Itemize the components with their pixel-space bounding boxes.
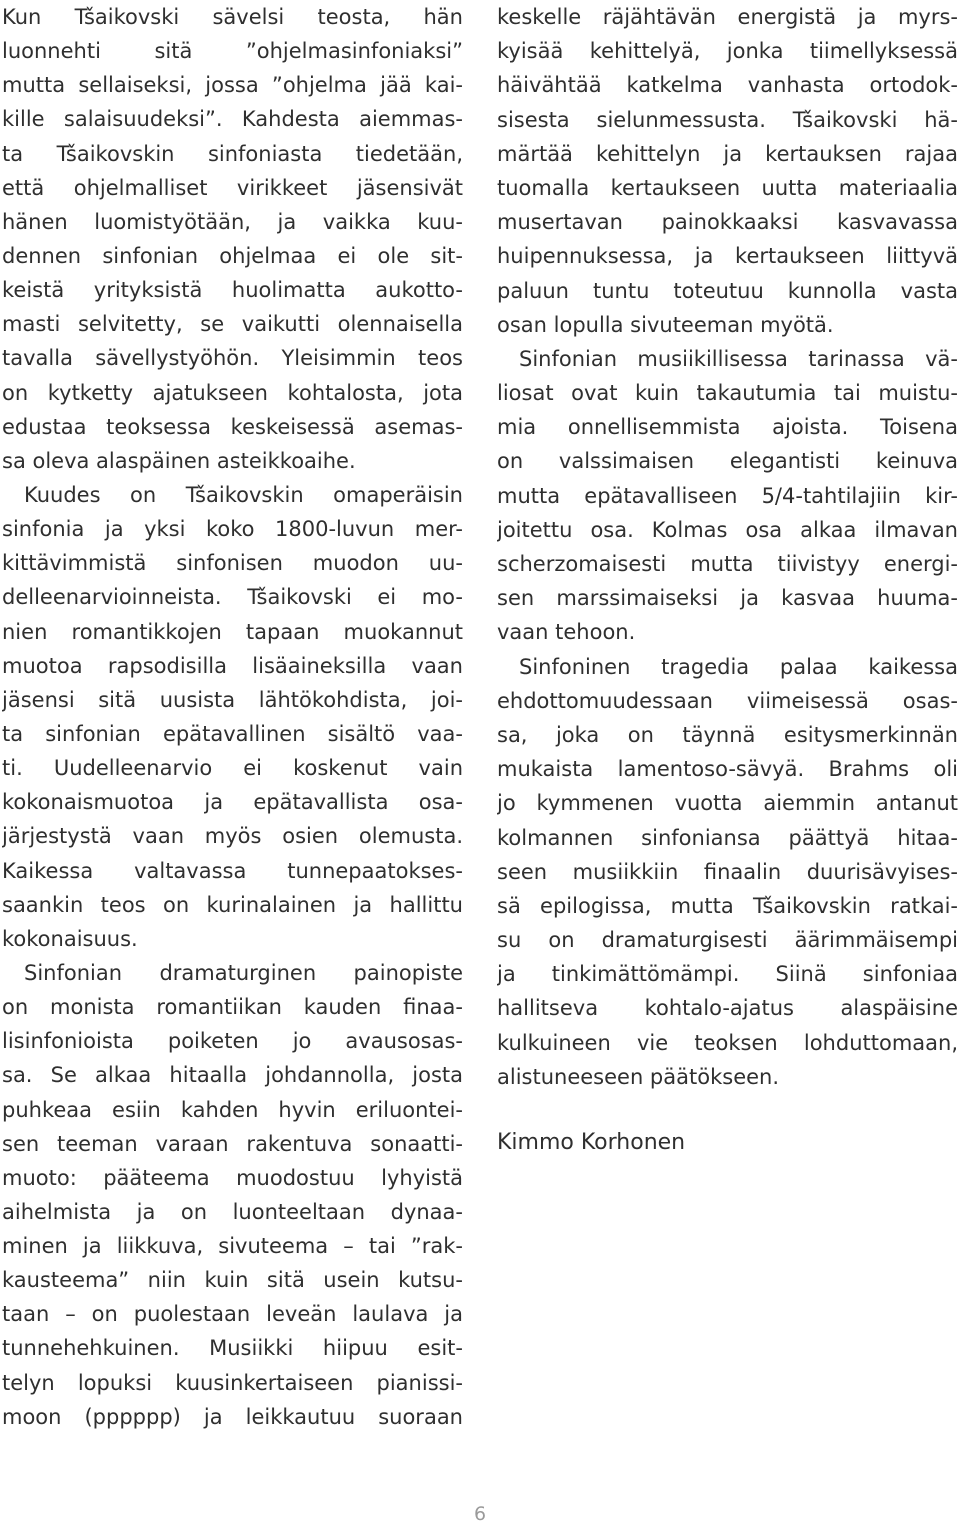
text-line: osan lopulla sivuteeman myötä. — [497, 312, 834, 337]
text-line: tunnehehkuinen. Musiikki hiipuu esit- — [2, 1336, 463, 1361]
text-line: on monista romantiikan kauden finaa- — [2, 995, 463, 1020]
text-line: kyisää kehittelyä, jonka tiimellyksessä — [497, 39, 958, 64]
text-line: sisesta sielunmessusta. Tšaikovski hä- — [497, 107, 958, 132]
text-line: nien romantikkojen tapaan muokannut — [2, 619, 463, 644]
text-line: liosat ovat kuin takautumia tai muistu- — [497, 381, 958, 406]
text-line: Kuudes on Tšaikovskin omaperäisin — [24, 482, 463, 507]
text-line: vaan tehoon. — [497, 620, 636, 645]
text-line: Kaikessa valtavassa tunnepaatokses- — [2, 858, 463, 883]
text-line: ehdottomuudessaan viimeisessä osas- — [497, 688, 958, 713]
text-line: tuomalla kertaukseen uutta materiaalia — [497, 175, 958, 200]
text-line: joitettu osa. Kolmas osa alkaa ilmavan — [497, 517, 958, 542]
text-line: ti. Uudelleenarvio ei koskenut vain — [2, 756, 463, 781]
text-line: kolmannen sinfoniansa päättyä hitaa- — [497, 825, 958, 850]
text-line: tavalla sävellystyöhön. Yleisimmin teos — [2, 346, 463, 371]
text-line: luonnehti sitä ”ohjelmasinfoniaksi” — [2, 39, 463, 64]
text-line: sen marssimaiseksi ja kasvaa huuma- — [497, 586, 958, 611]
text-line: hänen luomistyötään, ja vaikka kuu- — [2, 209, 463, 234]
text-line: sa, joka on täynnä esitysmerkinnän — [497, 722, 958, 747]
text-line: mutta epätavalliseen 5/4-tahtilajiin kir- — [497, 483, 958, 508]
text-line: musertavan painokkaaksi kasvavassa — [497, 210, 958, 235]
text-line: sa. Se alkaa hitaalla johdannolla, josta — [2, 1063, 463, 1088]
text-line: Sinfonian musiikillisessa tarinassa vä- — [519, 346, 958, 371]
text-line: muoto: pääteema muodostuu lyhyistä — [2, 1165, 463, 1190]
author-signature: Kimmo Korhonen — [497, 1130, 686, 1155]
text-line: Sinfoninen tragedia palaa kaikessa — [519, 654, 958, 679]
text-line: Sinfonian dramaturginen painopiste — [24, 960, 463, 985]
text-line: sen teeman varaan rakentuva sonaatti- — [2, 1131, 463, 1156]
text-line: taan – on puolestaan leveän laulava ja — [2, 1302, 463, 1327]
text-line: kittävimmistä sinfonisen muodon uu- — [2, 551, 463, 576]
text-line: kokonaismuotoa ja epätavallista osa- — [2, 790, 463, 815]
text-line: sä epilogissa, mutta Tšaikovskin ratkai- — [497, 893, 958, 918]
text-line: keistä yrityksistä huolimatta aukotto- — [2, 278, 463, 303]
right-text-column — [497, 0, 958, 1094]
text-line: lisinfonioista poiketen jo avausosas- — [2, 1029, 463, 1054]
text-line: edustaa teoksessa keskeisessä asemas- — [2, 414, 463, 439]
text-line: scherzomaisesti mutta tiivistyy energi- — [497, 552, 958, 576]
text-line: sinfonia ja yksi koko 1800-luvun mer- — [2, 517, 463, 542]
text-line: mia onnellisemmista ajoista. Toisena — [497, 415, 958, 440]
text-line: sa oleva alaspäinen asteikkoaihe. — [2, 448, 356, 473]
text-line: on valssimaisen elegantisti keinuva — [497, 449, 958, 474]
text-line: delleenarvioinneista. Tšaikovski ei mo- — [2, 585, 463, 610]
text-line: saankin teos on kurinalainen ja hallittu — [2, 892, 463, 917]
text-line: kausteema” niin kuin sitä usein kutsu- — [2, 1268, 463, 1293]
text-line: häivähtää katkelma vanhasta ortodok- — [497, 73, 958, 98]
text-line: puhkeaa esiin kahden hyvin eriluontei- — [2, 1097, 463, 1122]
text-line: paluun tuntu toteutuu kunnolla vasta — [497, 278, 958, 303]
text-line: aihelmista ja on luonteeltaan dynaa- — [2, 1199, 463, 1224]
text-line: keskelle räjähtävän energistä ja myrs- — [497, 5, 958, 29]
text-line: kulkuineen vie teoksen lohduttomaan, — [497, 1030, 958, 1055]
text-line: alistuneeseen päätökseen. — [497, 1064, 780, 1089]
text-line: mukaista lamentoso-sävyä. Brahms oli — [497, 757, 958, 782]
text-line: mutta sellaiseksi, jossa ”ohjelma jää kai- — [2, 73, 463, 98]
text-line: dennen sinfonian ohjelmaa ei ole sit- — [2, 243, 463, 268]
text-line: kokonaisuus. — [2, 926, 138, 951]
text-line: on kytketty ajatukseen kohtalosta, jota — [2, 380, 463, 405]
text-line: järjestystä vaan myös osien olemusta. — [2, 824, 463, 849]
text-line: muotoa rapsodisilla lisäaineksilla vaan — [2, 653, 463, 678]
text-line: huipennuksessa, ja kertaukseen liittyvä — [497, 244, 958, 269]
text-line: Kun Tšaikovski sävelsi teosta, hän — [2, 5, 463, 29]
text-line: että ohjelmalliset virikkeet jäsensivät — [2, 175, 463, 200]
text-line: masti selvitetty, se vaikutti olennaisella — [2, 312, 463, 337]
text-line: ta sinfonian epätavallinen sisältö vaa- — [2, 721, 463, 746]
text-line: märtää kehittelyn ja kertauksen rajaa — [497, 141, 958, 166]
text-line: hallitseva kohtalo-ajatus alaspäisine — [497, 996, 958, 1021]
text-line: ta Tšaikovskin sinfoniasta tiedetään, — [2, 141, 463, 166]
page-number: 6 — [473, 1503, 487, 1525]
left-text-column — [2, 0, 463, 1434]
text-line: ja tinkimättömämpi. Siinä sinfoniaa — [497, 962, 958, 987]
text-line: telyn lopuksi kuusinkertaiseen pianissi- — [2, 1370, 463, 1395]
text-line: kille salaisuudeksi”. Kahdesta aiemmas- — [2, 107, 463, 132]
text-line: jäsensi sitä uusista lähtökohdista, joi- — [2, 687, 463, 712]
text-line: jo kymmenen vuotta aiemmin antanut — [497, 791, 958, 816]
text-line: seen musiikkiin finaalin duurisävyises- — [497, 859, 958, 884]
text-line: su on dramaturgisesti äärimmäisempi — [497, 928, 958, 953]
text-line: moon (pppppp) ja leikkautuu suoraan — [2, 1404, 463, 1429]
text-line: minen ja liikkuva, sivuteema – tai ”rak- — [2, 1234, 463, 1259]
